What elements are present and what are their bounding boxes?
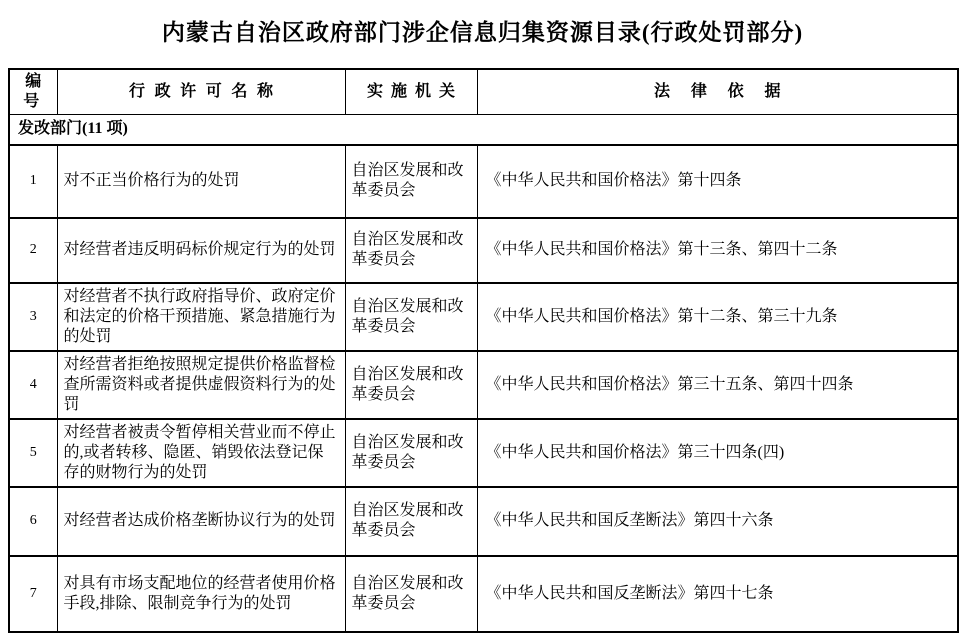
cell-agency: 自治区发展和改革委员会 [345, 218, 477, 283]
cell-no: 6 [9, 487, 57, 556]
cell-name: 对经营者不执行政府指导价、政府定价和法定的价格干预措施、紧急措施行为的处罚 [57, 283, 345, 351]
cell-name: 对经营者达成价格垄断协议行为的处罚 [57, 487, 345, 556]
header-no: 编号 [9, 69, 57, 115]
table-row [9, 218, 958, 283]
cell-no: 5 [9, 419, 57, 487]
cell-no: 4 [9, 351, 57, 419]
cell-no: 3 [9, 283, 57, 351]
cell-no: 1 [9, 145, 57, 218]
cell-name: 对经营者被责令暂停相关营业而不停止的,或者转移、隐匿、销毁依法登记保存的财物行为的处罚 [57, 419, 345, 487]
cell-no: 2 [9, 218, 57, 283]
table-row [9, 283, 958, 351]
cell-basis: 《中华人民共和国价格法》第十四条 [477, 145, 958, 218]
cell-agency: 自治区发展和改革委员会 [345, 283, 477, 351]
cell-basis: 《中华人民共和国价格法》第十二条、第三十九条 [477, 283, 958, 351]
cell-name: 对不正当价格行为的处罚 [57, 145, 345, 218]
catalog-table [8, 68, 959, 633]
table-row [9, 145, 958, 218]
cell-name: 对经营者拒绝按照规定提供价格监督检查所需资料或者提供虚假资料行为的处罚 [57, 351, 345, 419]
cell-agency: 自治区发展和改革委员会 [345, 145, 477, 218]
document-title: 内蒙古自治区政府部门涉企信息归集资源目录(行政处罚部分) [161, 20, 804, 45]
header-name: 行政许可名称 [57, 69, 345, 115]
cell-basis: 《中华人民共和国价格法》第三十四条(四) [477, 419, 958, 487]
cell-agency: 自治区发展和改革委员会 [345, 351, 477, 419]
header-basis: 法律依据 [477, 69, 958, 115]
table-row [9, 556, 958, 632]
cell-no: 7 [9, 556, 57, 632]
table-row [9, 419, 958, 487]
table-row [9, 487, 958, 556]
cell-name: 对经营者违反明码标价规定行为的处罚 [57, 218, 345, 283]
cell-basis: 《中华人民共和国价格法》第十三条、第四十二条 [477, 218, 958, 283]
cell-agency: 自治区发展和改革委员会 [345, 556, 477, 632]
header-agency: 实施机关 [345, 69, 477, 115]
cell-name: 对具有市场支配地位的经营者使用价格手段,排除、限制竞争行为的处罚 [57, 556, 345, 632]
section-label: 发改部门(11 项) [9, 115, 958, 145]
cell-agency: 自治区发展和改革委员会 [345, 487, 477, 556]
table-header-row [9, 69, 958, 115]
cell-basis: 《中华人民共和国反垄断法》第四十六条 [477, 487, 958, 556]
cell-basis: 《中华人民共和国反垄断法》第四十七条 [477, 556, 958, 632]
table-row [9, 351, 958, 419]
section-row [9, 115, 958, 145]
cell-basis: 《中华人民共和国价格法》第三十五条、第四十四条 [477, 351, 958, 419]
cell-agency: 自治区发展和改革委员会 [345, 419, 477, 487]
